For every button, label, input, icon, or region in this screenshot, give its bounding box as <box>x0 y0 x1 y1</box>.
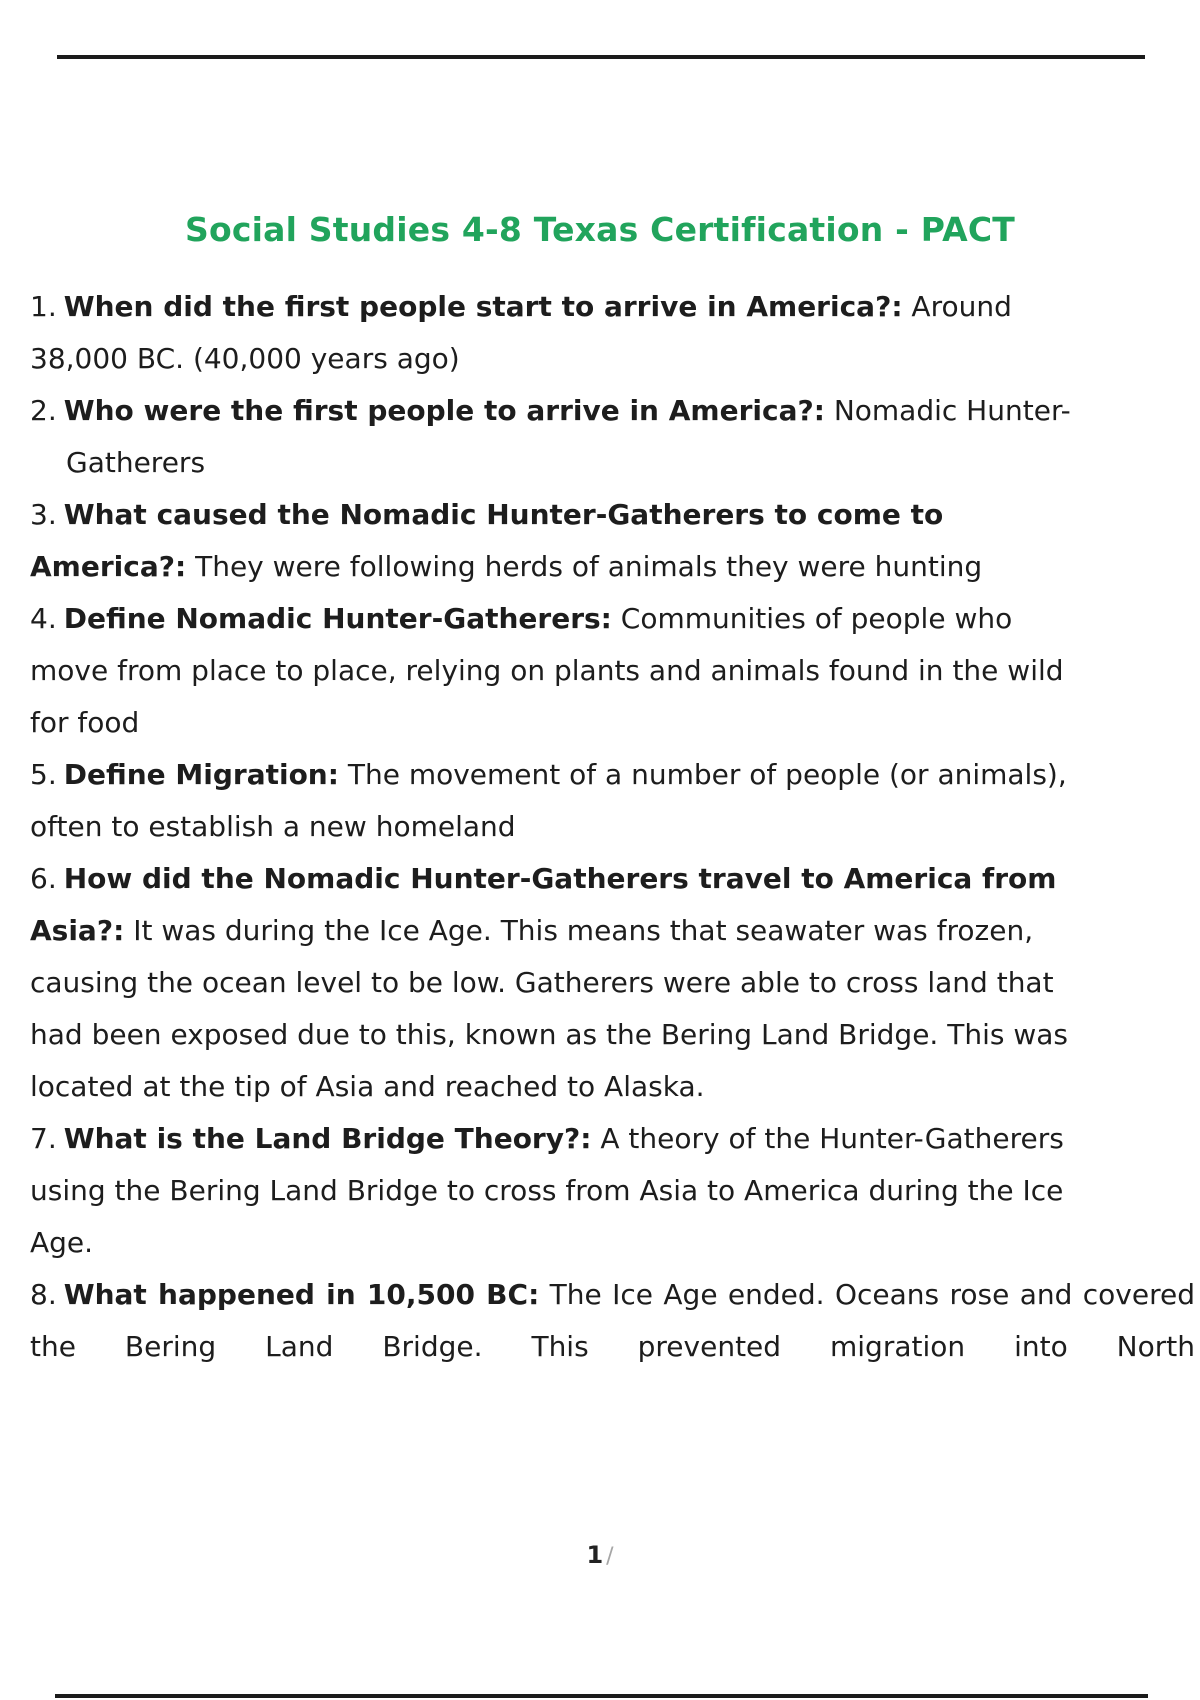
qa-item-answer: Around 38,000 BC. (40,000 years ago) <box>30 290 1012 375</box>
qa-item-question: When did the first people start to arrive in America?: <box>63 290 903 323</box>
qa-item-question: How did the Nomadic Hunter-Gatherers travel to America from Asia?: <box>30 862 1057 947</box>
qa-item-number: 6. <box>30 862 57 895</box>
qa-item-number: 3. <box>30 498 57 531</box>
bottom-horizontal-rule <box>55 1694 1148 1698</box>
qa-item <box>30 385 1111 489</box>
qa-item-question: Who were the first people to arrive in America?: <box>63 394 825 427</box>
qa-item-answer: The movement of a number of people (or animals), often to establish a new homeland <box>30 758 1067 843</box>
top-horizontal-rule <box>57 55 1145 59</box>
qa-item-answer: A theory of the Hunter-Gatherers using the Bering Land Bridge to cross from Asia to America during the Ice Age. <box>30 1122 1064 1259</box>
page-title: Social Studies 4-8 Texas Certification - PACT <box>185 210 1015 250</box>
qa-item-number: 4. <box>30 602 57 635</box>
qa-item-number: 5. <box>30 758 57 791</box>
qa-item <box>30 281 1075 385</box>
qa-list <box>30 281 1200 1373</box>
qa-item-answer: Communities of people who move from place to place, relying on plants and animals found in the wild for food <box>30 602 1064 739</box>
qa-item <box>30 1269 1195 1373</box>
qa-item-answer: They were following herds of animals they were hunting <box>195 550 983 583</box>
page-number-separator: / <box>606 1544 614 1569</box>
qa-item-answer: The Ice Age ended. Oceans rose and covered the Bering Land Bridge. This prevented migration into North <box>30 1278 1195 1363</box>
qa-item <box>30 749 1075 853</box>
qa-item <box>30 853 1075 1113</box>
qa-item-question: What is the Land Bridge Theory?: <box>63 1122 592 1155</box>
qa-item-question: Define Nomadic Hunter-Gatherers: <box>63 602 612 635</box>
qa-item-question: Define Migration: <box>63 758 339 791</box>
qa-item-answer: It was during the Ice Age. This means that seawater was frozen, causing the ocean level to be low. Gatherers were able to cross land that had been exposed due to this, known as the Bering Land Bridge. This was located at the tip of Asia and reached to Alaska. <box>30 914 1068 1103</box>
qa-item-answer: Nomadic Hunter-Gatherers <box>66 394 1071 479</box>
qa-item-question: What caused the Nomadic Hunter-Gatherers to come to America?: <box>30 498 944 583</box>
page-number: 1 <box>586 1541 604 1569</box>
qa-item-number: 7. <box>30 1122 57 1155</box>
qa-item <box>30 1113 1075 1269</box>
qa-item-number: 8. <box>30 1278 57 1311</box>
page-footer <box>0 1541 1200 1569</box>
qa-item-question: What happened in 10,500 BC: <box>63 1278 540 1311</box>
qa-item <box>30 593 1075 749</box>
qa-item-number: 1. <box>30 290 57 323</box>
qa-item-number: 2. <box>30 394 57 427</box>
qa-item <box>30 489 1075 593</box>
